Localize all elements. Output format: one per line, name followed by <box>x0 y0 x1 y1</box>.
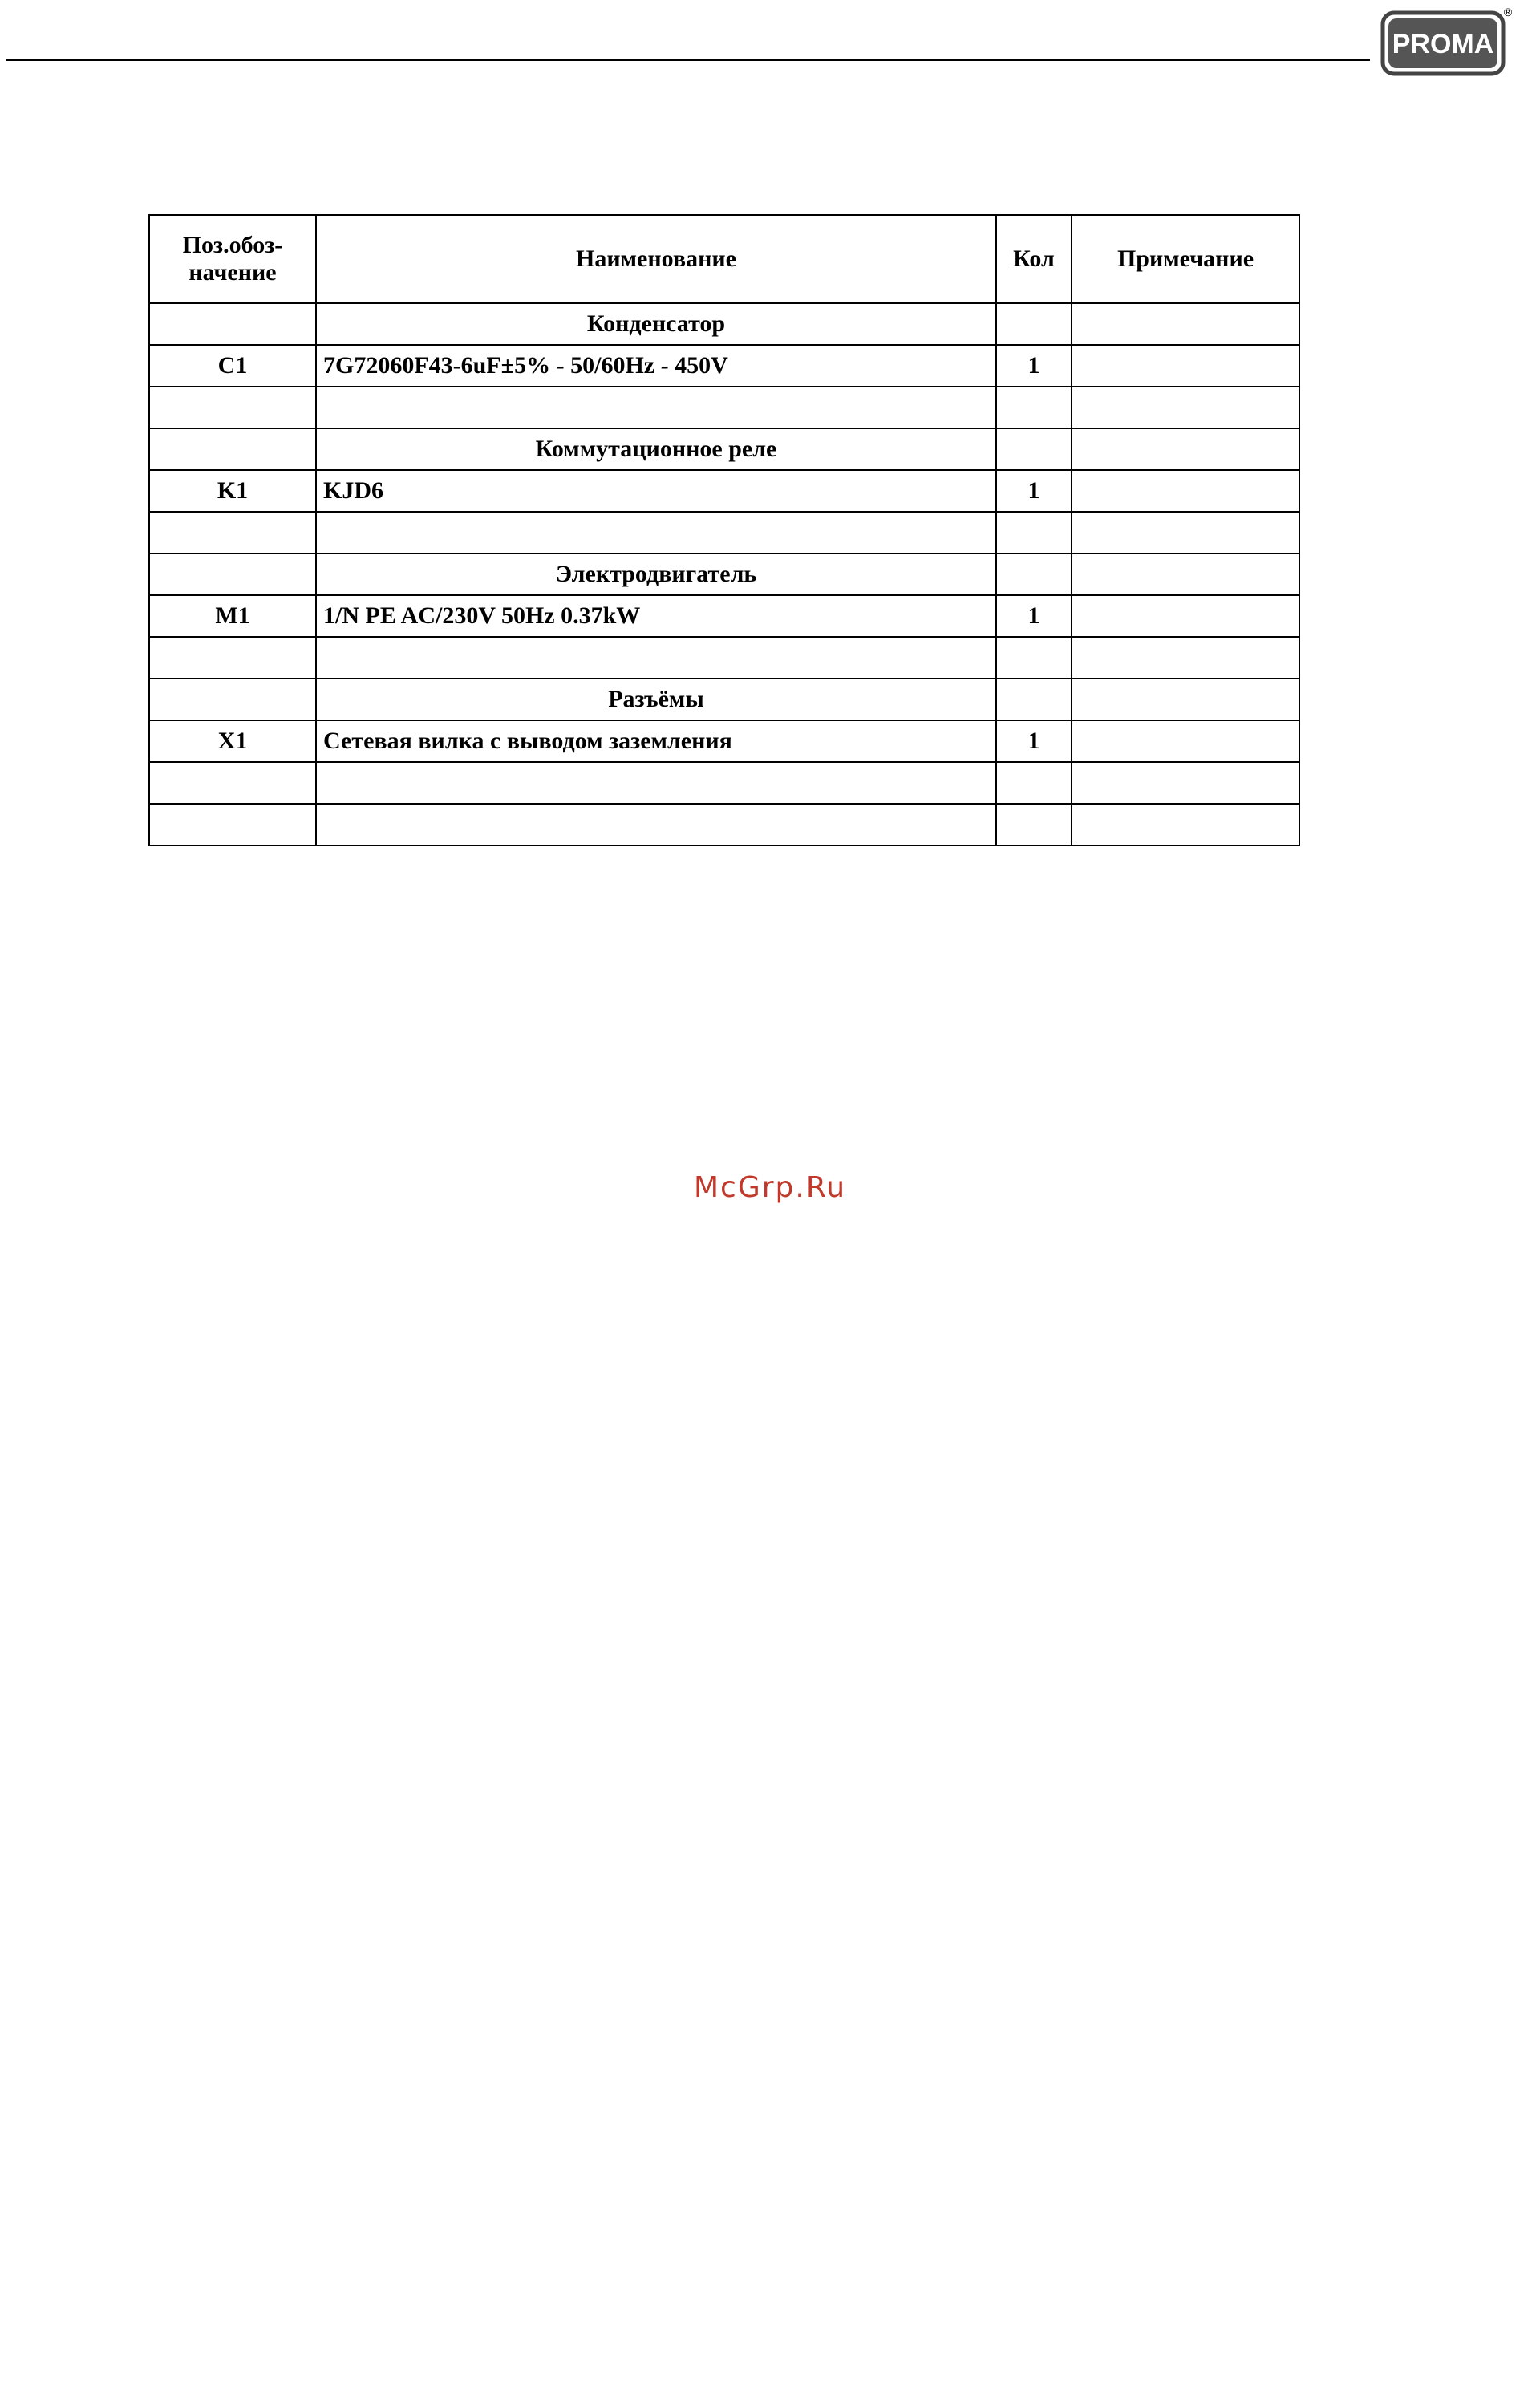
cell-name <box>316 387 996 428</box>
table-row <box>149 512 1299 553</box>
cell-quantity <box>996 637 1072 679</box>
table-row <box>149 470 1299 512</box>
cell-quantity: 1 <box>996 345 1072 387</box>
cell-quantity: 1 <box>996 720 1072 762</box>
table-row <box>149 637 1299 679</box>
cell-quantity: 1 <box>996 470 1072 512</box>
parts-list-table <box>148 214 1300 846</box>
cell-name: Разъёмы <box>316 679 996 720</box>
table-section-row <box>149 303 1299 345</box>
table-row <box>149 595 1299 637</box>
cell-quantity <box>996 428 1072 470</box>
cell-position <box>149 512 316 553</box>
cell-quantity <box>996 553 1072 595</box>
cell-position: X1 <box>149 720 316 762</box>
watermark: McGrp.Ru <box>693 1171 847 1204</box>
cell-note <box>1072 762 1299 804</box>
proma-logo <box>1380 5 1514 79</box>
cell-position <box>149 428 316 470</box>
cell-position <box>149 303 316 345</box>
logo-text: PROMA <box>1392 29 1494 59</box>
table-section-row <box>149 553 1299 595</box>
cell-note <box>1072 637 1299 679</box>
table-section-row <box>149 679 1299 720</box>
header-rule <box>6 59 1370 61</box>
table-section-row <box>149 428 1299 470</box>
cell-name: Сетевая вилка с выводом заземления <box>316 720 996 762</box>
cell-note <box>1072 553 1299 595</box>
cell-note <box>1072 428 1299 470</box>
cell-name <box>316 804 996 845</box>
cell-name: Электродвигатель <box>316 553 996 595</box>
cell-name: Конденсатор <box>316 303 996 345</box>
cell-position: C1 <box>149 345 316 387</box>
cell-note <box>1072 512 1299 553</box>
cell-name <box>316 512 996 553</box>
cell-position <box>149 387 316 428</box>
cell-note <box>1072 804 1299 845</box>
table-row <box>149 387 1299 428</box>
cell-name: Коммутационное реле <box>316 428 996 470</box>
cell-quantity <box>996 679 1072 720</box>
cell-name: 1/N PE AC/230V 50Hz 0.37kW <box>316 595 996 637</box>
cell-quantity <box>996 804 1072 845</box>
header-quantity: Кол <box>996 215 1072 303</box>
cell-position: M1 <box>149 595 316 637</box>
cell-position <box>149 637 316 679</box>
cell-name <box>316 762 996 804</box>
cell-name: KJD6 <box>316 470 996 512</box>
cell-quantity: 1 <box>996 595 1072 637</box>
table-row <box>149 804 1299 845</box>
cell-quantity <box>996 303 1072 345</box>
cell-quantity <box>996 512 1072 553</box>
table-row <box>149 720 1299 762</box>
cell-name: 7G72060F43-6uF±5% - 50/60Hz - 450V <box>316 345 996 387</box>
header-name: Наименование <box>316 215 996 303</box>
cell-note <box>1072 387 1299 428</box>
cell-position <box>149 553 316 595</box>
table-row <box>149 762 1299 804</box>
cell-note <box>1072 679 1299 720</box>
table-row <box>149 345 1299 387</box>
cell-position <box>149 762 316 804</box>
cell-note <box>1072 303 1299 345</box>
cell-position <box>149 804 316 845</box>
header-position: Поз.обоз-начение <box>149 215 316 303</box>
registered-mark: ® <box>1503 6 1513 18</box>
cell-quantity <box>996 387 1072 428</box>
table-body <box>149 303 1299 845</box>
cell-note <box>1072 595 1299 637</box>
cell-note <box>1072 470 1299 512</box>
cell-position: K1 <box>149 470 316 512</box>
table-header-row <box>149 215 1299 303</box>
cell-quantity <box>996 762 1072 804</box>
cell-note <box>1072 345 1299 387</box>
cell-note <box>1072 720 1299 762</box>
header-note: Примечание <box>1072 215 1299 303</box>
cell-name <box>316 637 996 679</box>
cell-position <box>149 679 316 720</box>
